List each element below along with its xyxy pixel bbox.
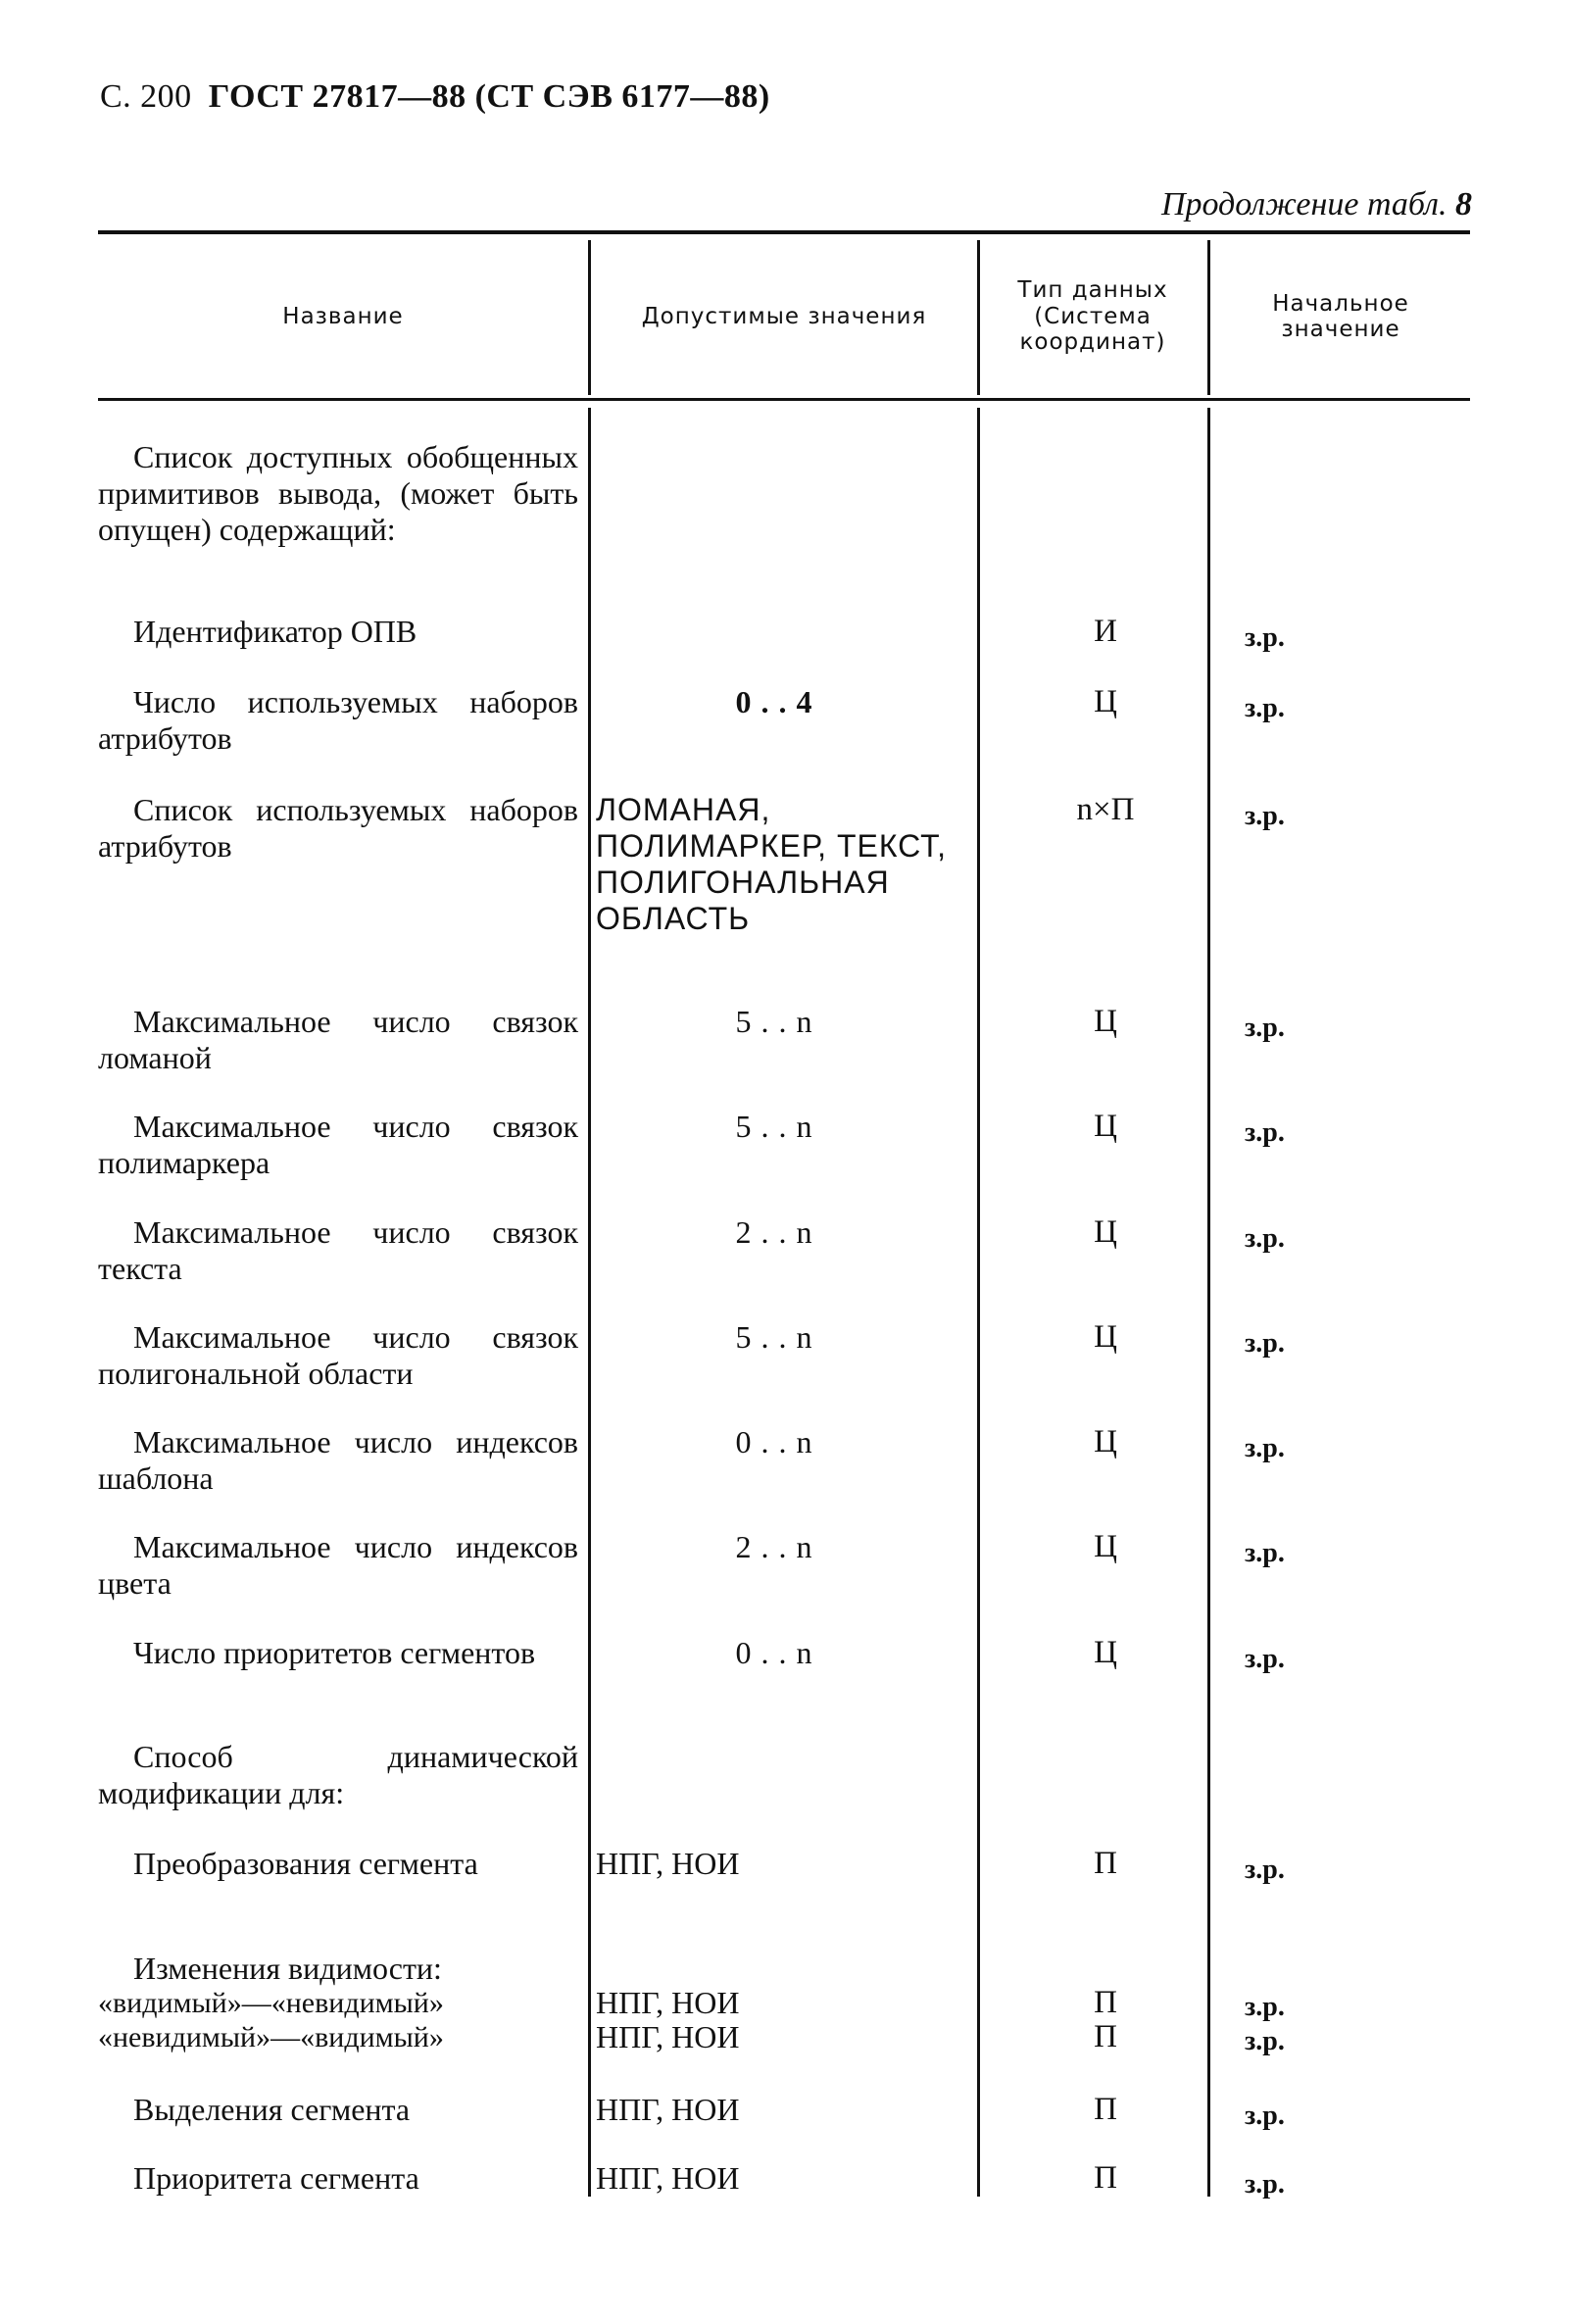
caption-number: 8 bbox=[1455, 186, 1472, 223]
header-divider-3 bbox=[1207, 240, 1210, 395]
row-initial: з.р. bbox=[1245, 693, 1285, 723]
row-name: «невидимый»—«видимый» bbox=[98, 2021, 444, 2053]
body-divider-1 bbox=[588, 408, 591, 2197]
row-type: Ц bbox=[1094, 1529, 1117, 1564]
body-divider-2 bbox=[977, 408, 980, 2197]
row-values: НПГ, НОИ bbox=[596, 2092, 740, 2127]
body-divider-3 bbox=[1207, 408, 1210, 2197]
row-name: «видимый»—«невидимый» bbox=[98, 1987, 444, 2019]
row-values: 5 . . n bbox=[735, 1319, 813, 1355]
row-name: Максимальное число связок полимаркера bbox=[98, 1109, 578, 1180]
row-type: И bbox=[1094, 614, 1117, 649]
column-header-values: Допустимые значения bbox=[641, 303, 927, 329]
row-values: 2 . . n bbox=[735, 1529, 813, 1564]
table-top-rule bbox=[98, 230, 1470, 234]
row-values: 0 . . n bbox=[735, 1635, 813, 1670]
row-name: Выделения сегмента bbox=[133, 2092, 411, 2127]
row-type: П bbox=[1094, 2019, 1117, 2054]
row-initial: з.р. bbox=[1245, 1644, 1285, 1674]
row-values: 0 . . 4 bbox=[735, 684, 813, 719]
row-name: Число используемых наборов атрибутов bbox=[98, 684, 578, 756]
row-name: Максимальное число связок ломаной bbox=[98, 1004, 578, 1075]
row-values: ЛОМАНАЯ, ПОЛИМАРКЕР, ТЕКСТ, ПОЛИГОНАЛЬНАЯ ОБЛАСТЬ bbox=[596, 792, 948, 936]
row-initial: з.р. bbox=[1245, 622, 1285, 653]
row-initial: з.р. bbox=[1245, 1117, 1285, 1148]
row-name: Число приоритетов сегментов bbox=[133, 1635, 536, 1670]
column-header-datatype: Тип данных (Система координат) bbox=[1017, 277, 1168, 356]
row-initial: з.р. bbox=[1245, 1538, 1285, 1568]
row-type: Ц bbox=[1094, 1214, 1117, 1250]
column-header-name: Название bbox=[282, 303, 404, 329]
row-type: П bbox=[1094, 2160, 1117, 2196]
row-name: Приоритета сегмента bbox=[133, 2160, 419, 2196]
row-values: НПГ, НОИ bbox=[596, 2160, 740, 2196]
row-initial: з.р. bbox=[1245, 801, 1285, 831]
row-name: Максимальное число индексов шаблона bbox=[98, 1424, 578, 1496]
row-values: 0 . . n bbox=[735, 1424, 813, 1459]
row-values: НПГ, НОИ bbox=[596, 1985, 740, 2020]
standard-id: ГОСТ 27817—88 (СТ СЭВ 6177—88) bbox=[208, 78, 770, 115]
row-name: Максимальное число индексов цвета bbox=[98, 1529, 578, 1601]
page-header bbox=[100, 78, 770, 116]
header-divider-1 bbox=[588, 240, 591, 395]
row-values: 5 . . n bbox=[735, 1109, 813, 1144]
row-type: Ц bbox=[1094, 1424, 1117, 1459]
table-caption bbox=[1161, 186, 1472, 223]
row-initial: з.р. bbox=[1245, 1223, 1285, 1254]
row-type: n×П bbox=[1076, 792, 1135, 827]
row-values: НПГ, НОИ bbox=[596, 1846, 740, 1881]
row-initial: з.р. bbox=[1245, 1013, 1285, 1043]
row-values: 5 . . n bbox=[735, 1004, 813, 1039]
row-type: Ц bbox=[1094, 1109, 1117, 1144]
row-initial: з.р. bbox=[1245, 1992, 1285, 2022]
row-name: Список используемых наборов атрибутов bbox=[98, 792, 578, 864]
row-initial: з.р. bbox=[1245, 2026, 1285, 2056]
row-name: Способ динамической модификации для: bbox=[98, 1739, 578, 1810]
row-name: Максимальное число связок текста bbox=[98, 1214, 578, 1286]
row-name: Идентификатор ОПВ bbox=[133, 614, 417, 649]
row-type: Ц bbox=[1094, 1004, 1117, 1039]
row-values: 2 . . n bbox=[735, 1214, 813, 1250]
row-initial: з.р. bbox=[1245, 1854, 1285, 1885]
row-name: Изменения видимости: bbox=[133, 1951, 442, 1986]
row-type: П bbox=[1094, 1985, 1117, 2020]
row-type: Ц bbox=[1094, 684, 1117, 719]
row-initial: з.р. bbox=[1245, 1328, 1285, 1359]
row-type: П bbox=[1094, 2092, 1117, 2127]
row-initial: з.р. bbox=[1245, 2169, 1285, 2200]
column-header-initial: Начальное значение bbox=[1272, 290, 1409, 342]
row-type: П bbox=[1094, 1846, 1117, 1881]
caption-text: Продолжение табл. bbox=[1160, 186, 1447, 223]
row-type: Ц bbox=[1094, 1635, 1117, 1670]
row-values: НПГ, НОИ bbox=[596, 2019, 740, 2054]
page-number: С. 200 bbox=[100, 78, 192, 115]
row-name: Преобразования сегмента bbox=[133, 1846, 478, 1881]
header-divider-2 bbox=[977, 240, 980, 395]
row-name: Максимальное число связок полигональной области bbox=[98, 1319, 578, 1391]
row-initial: з.р. bbox=[1245, 2101, 1285, 2131]
row-initial: з.р. bbox=[1245, 1433, 1285, 1463]
row-name: Список доступных обобщенных примитивов вывода, (может быть опущен) содержащий: bbox=[98, 439, 578, 547]
row-type: Ц bbox=[1094, 1319, 1117, 1355]
table-header-rule bbox=[98, 398, 1470, 401]
